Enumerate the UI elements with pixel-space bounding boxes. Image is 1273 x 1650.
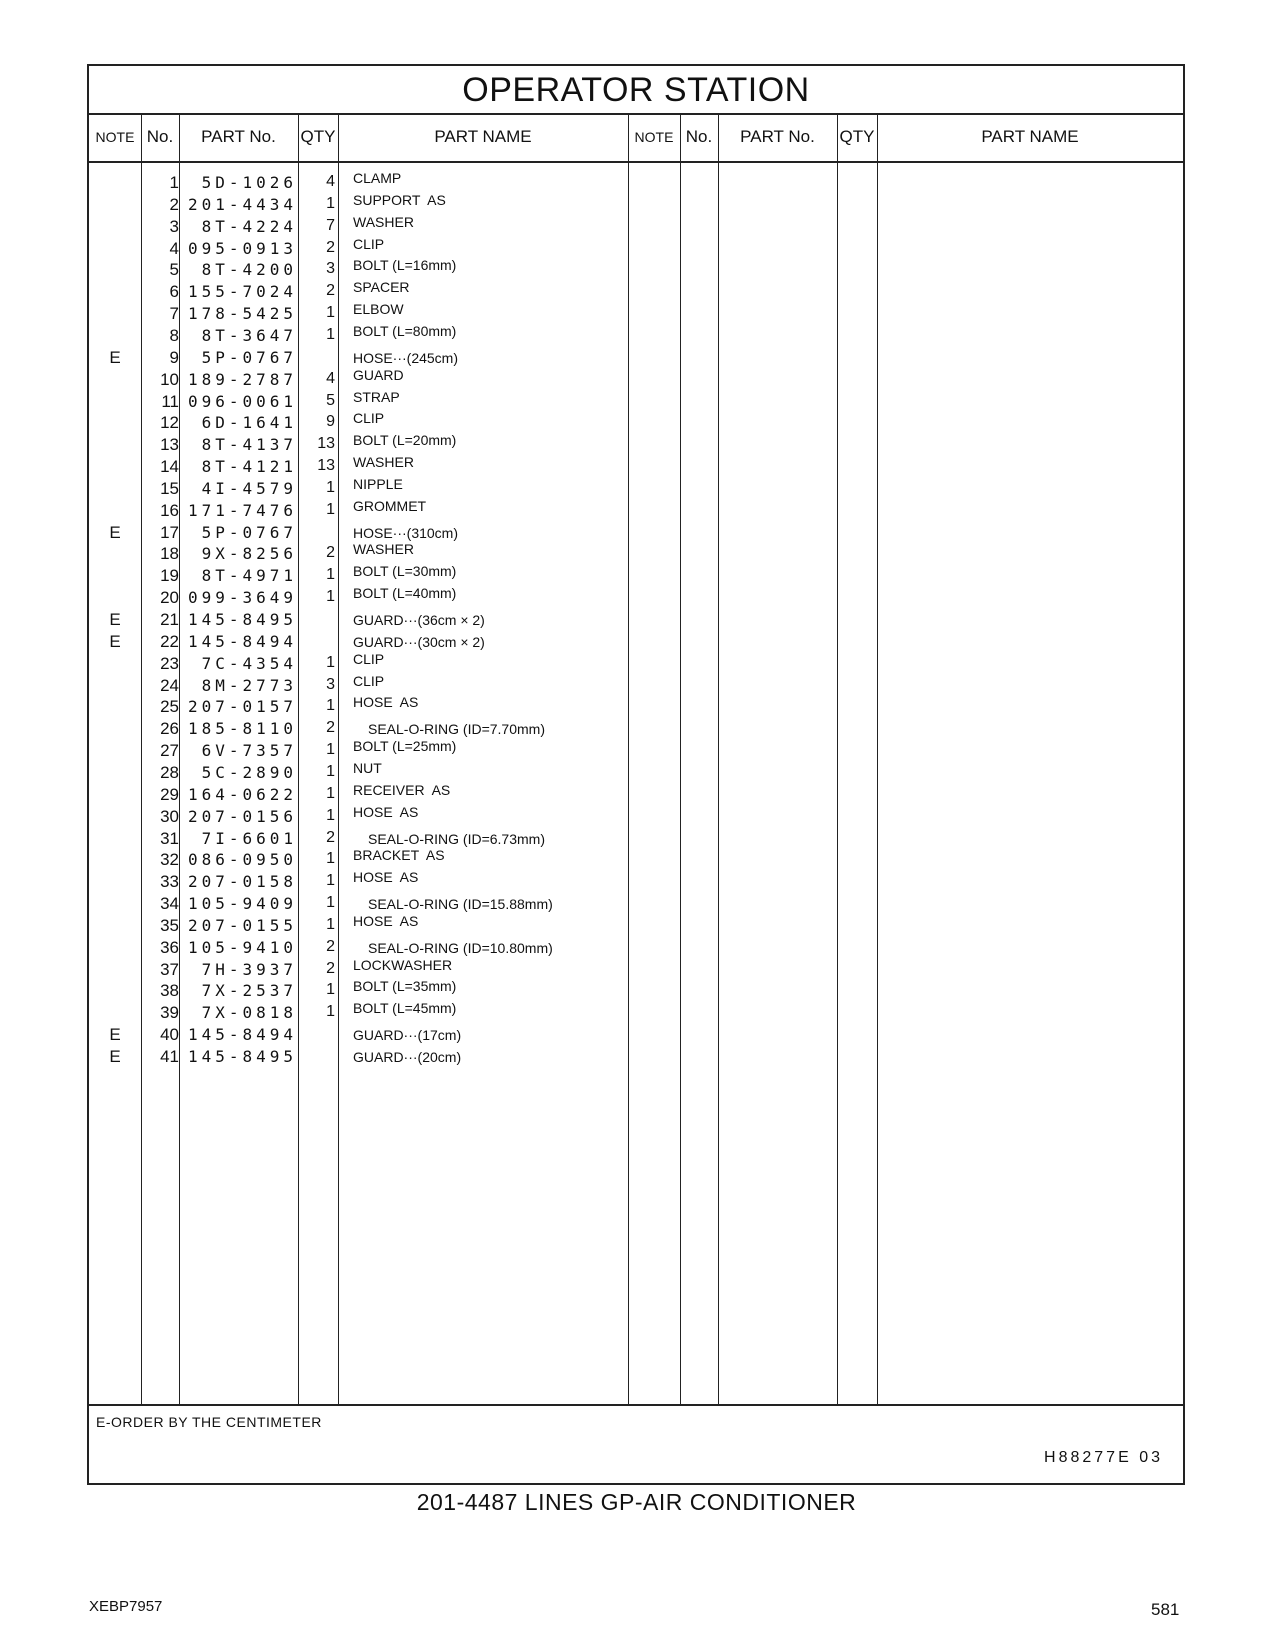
table-row	[89, 1000, 1183, 1026]
row-part-number: 6V-7357	[201, 741, 297, 761]
row-number: 34	[160, 894, 179, 914]
row-number: 21	[160, 610, 179, 629]
row-part-number: 7C-4354	[201, 653, 297, 673]
row-part-number: 096-0061	[187, 391, 297, 411]
row-part-name: CLIP	[353, 410, 385, 427]
row-note: E	[109, 610, 121, 629]
table-row	[89, 672, 1183, 699]
row-quantity: 1	[326, 741, 335, 759]
header-note-right: NOTE	[634, 129, 674, 145]
row-part-number: 207-0157	[187, 697, 297, 717]
row-part-name: SPACER	[353, 279, 410, 296]
table-row	[89, 497, 1183, 524]
row-part-name: BOLT (L=16mm)	[353, 257, 457, 274]
row-number: 40	[160, 1025, 179, 1045]
row-number: 15	[160, 478, 179, 498]
row-quantity: 3	[326, 260, 335, 278]
row-number: 22	[160, 631, 179, 651]
row-part-number: 171-7476	[187, 500, 297, 520]
table-row	[89, 719, 1183, 742]
table-row	[89, 541, 1183, 567]
row-part-number: 5D-1026	[201, 173, 297, 192]
table-row	[89, 213, 1183, 240]
footnote: E-ORDER BY THE CENTIMETER	[96, 1414, 322, 1430]
row-part-name: SEAL-O-RING (ID=6.73mm)	[368, 830, 545, 847]
row-part-number: 207-0158	[187, 872, 297, 892]
row-number: 5	[169, 260, 179, 280]
row-quantity: 7	[326, 216, 335, 234]
row-number: 14	[160, 457, 179, 477]
row-quantity: 2	[326, 238, 335, 256]
row-quantity: 3	[326, 675, 335, 693]
row-quantity: 1	[326, 304, 335, 322]
table-row	[89, 523, 1183, 546]
row-part-name: CLIP	[353, 672, 385, 689]
row-part-number: 155-7024	[187, 282, 297, 302]
row-number: 11	[161, 391, 179, 411]
row-part-number: 099-3649	[187, 588, 297, 608]
row-part-name: HOSE···(310cm)	[353, 524, 459, 541]
row-part-name: HOSE AS	[353, 912, 419, 929]
row-number: 29	[160, 784, 179, 804]
table-row	[89, 301, 1183, 327]
table-header	[89, 113, 1183, 163]
table-row	[89, 938, 1183, 961]
table-row	[89, 869, 1183, 895]
row-number: 20	[160, 588, 179, 608]
row-part-name: BOLT (L=35mm)	[353, 978, 457, 995]
parts-list-table	[87, 64, 1185, 1485]
row-part-number: 207-0155	[187, 915, 297, 935]
row-part-name: SEAL-O-RING (ID=7.70mm)	[368, 721, 545, 738]
row-part-number: 8T-4137	[201, 435, 297, 455]
table-row	[89, 170, 1183, 196]
table-row	[89, 563, 1183, 589]
row-part-name: BOLT (L=20mm)	[353, 432, 457, 449]
row-number: 18	[160, 544, 179, 564]
row-quantity: 2	[326, 719, 335, 737]
row-quantity: 1	[326, 915, 335, 933]
table-row	[89, 894, 1183, 917]
row-quantity: 1	[326, 806, 335, 824]
table-row	[89, 585, 1183, 611]
row-part-number: 185-8110	[187, 719, 297, 739]
row-number: 9	[169, 347, 179, 367]
row-part-name: NIPPLE	[353, 475, 403, 492]
row-number: 36	[160, 937, 179, 957]
table-row	[89, 388, 1183, 415]
row-part-name: HOSE AS	[353, 869, 419, 886]
header-no-right: No.	[685, 127, 713, 146]
table-row	[89, 432, 1183, 458]
row-number: 24	[160, 675, 179, 695]
table-row	[89, 912, 1183, 939]
row-quantity: 1	[326, 500, 335, 518]
row-quantity: 13	[317, 435, 335, 453]
table-row	[89, 632, 1183, 655]
header-no: No.	[146, 127, 174, 146]
row-part-name: BRACKET AS	[353, 847, 445, 864]
row-part-number: 7I-6601	[201, 828, 297, 848]
row-part-number: 095-0913	[187, 238, 297, 258]
row-part-name: GUARD···(36cm × 2)	[353, 612, 485, 628]
row-part-number: 145-8495	[187, 610, 297, 629]
row-number: 23	[160, 653, 179, 673]
row-part-name: GUARD···(30cm × 2)	[353, 633, 485, 650]
row-quantity: 1	[326, 653, 335, 671]
row-quantity: 2	[326, 544, 335, 562]
table-row	[89, 694, 1183, 720]
row-note: E	[109, 347, 121, 367]
row-part-number: 5P-0767	[201, 522, 297, 542]
row-number: 26	[160, 719, 179, 739]
row-quantity: 1	[326, 850, 335, 868]
row-note: E	[109, 1047, 121, 1066]
row-quantity: 4	[326, 369, 335, 387]
row-number: 2	[169, 194, 179, 214]
row-part-name: LOCKWASHER	[353, 956, 453, 973]
header-part-name: PART NAME	[434, 127, 532, 146]
row-part-name: STRAP	[353, 388, 400, 405]
table-row	[89, 322, 1183, 349]
row-part-name: WASHER	[353, 454, 414, 471]
table-row	[89, 1047, 1183, 1070]
row-number: 32	[160, 850, 179, 870]
row-part-number: 8T-3647	[201, 325, 297, 345]
row-number: 7	[169, 304, 179, 324]
row-part-number: 8T-4971	[201, 566, 297, 586]
row-part-name: SEAL-O-RING (ID=10.80mm)	[368, 939, 553, 956]
row-part-name: HOSE···(245cm)	[353, 349, 459, 366]
row-number: 41	[160, 1047, 179, 1066]
row-part-number: 178-5425	[187, 304, 297, 324]
document-id: XEBP7957	[89, 1598, 163, 1615]
row-quantity: 2	[326, 959, 335, 977]
reference-code: H88277E 03	[1044, 1449, 1163, 1466]
row-part-number: 201-4434	[187, 194, 297, 214]
table-row	[89, 650, 1183, 677]
row-part-number: 189-2787	[187, 369, 297, 389]
table-row	[89, 829, 1183, 852]
row-quantity: 1	[326, 194, 335, 212]
row-number: 17	[160, 522, 179, 542]
table-row	[89, 1025, 1183, 1048]
row-number: 3	[169, 216, 179, 236]
row-part-name: BOLT (L=80mm)	[353, 322, 457, 339]
row-part-name: CLIP	[353, 650, 385, 667]
row-number: 4	[169, 238, 179, 258]
row-part-number: 6D-1641	[201, 413, 297, 433]
table-row	[89, 410, 1183, 436]
header-part-no: PART No.	[201, 127, 276, 146]
row-part-number: 4I-4579	[201, 478, 297, 498]
row-part-name: NUT	[353, 759, 382, 776]
row-number: 10	[160, 369, 179, 389]
row-part-name: BOLT (L=30mm)	[353, 563, 457, 580]
row-part-name: ELBOW	[353, 301, 404, 318]
row-part-name: HOSE AS	[353, 694, 419, 711]
row-part-number: 145-8495	[187, 1047, 297, 1066]
row-number: 38	[160, 981, 179, 1001]
row-part-number: 7X-2537	[201, 981, 297, 1001]
row-note: E	[109, 631, 121, 651]
row-number: 30	[160, 806, 179, 826]
table-row	[89, 191, 1183, 218]
row-part-number: 7X-0818	[201, 1003, 297, 1023]
row-number: 19	[160, 566, 179, 586]
table-row	[89, 235, 1183, 262]
row-number: 31	[160, 828, 179, 848]
table-row	[89, 803, 1183, 830]
row-part-name: SUPPORT AS	[353, 191, 446, 208]
row-note: E	[109, 1025, 121, 1045]
row-part-number: 105-9410	[187, 937, 297, 957]
row-part-name: SEAL-O-RING (ID=15.88mm)	[368, 896, 553, 913]
row-part-name: RECEIVER AS	[353, 781, 451, 798]
page-number: 581	[1151, 1600, 1180, 1619]
row-part-number: 8M-2773	[201, 675, 297, 695]
row-number: 35	[160, 915, 179, 935]
row-part-name: BOLT (L=40mm)	[353, 585, 457, 602]
table-row	[89, 279, 1183, 305]
row-quantity: 5	[326, 391, 335, 409]
row-part-name: CLAMP	[353, 170, 402, 186]
row-part-number: 7H-3937	[201, 959, 297, 979]
row-number: 1	[169, 173, 179, 192]
row-part-number: 145-8494	[187, 631, 297, 651]
row-part-number: 207-0156	[187, 806, 297, 826]
table-row	[89, 781, 1183, 808]
table-row	[89, 257, 1183, 283]
row-part-number: 145-8494	[187, 1025, 297, 1045]
row-part-number: 086-0950	[187, 850, 297, 870]
row-quantity: 4	[326, 173, 335, 190]
row-quantity: 1	[326, 872, 335, 890]
row-number: 8	[169, 325, 179, 345]
row-number: 16	[160, 500, 179, 520]
row-part-name: BOLT (L=45mm)	[353, 1000, 457, 1017]
row-quantity: 1	[326, 697, 335, 715]
table-row	[89, 978, 1183, 1004]
row-number: 33	[160, 872, 179, 892]
row-part-number: 8T-4121	[201, 457, 297, 477]
group-caption: 201-4487 LINES GP-AIR CONDITIONER	[416, 1489, 857, 1515]
row-part-number: 164-0622	[187, 784, 297, 804]
row-part-name: GROMMET	[353, 497, 427, 514]
row-quantity: 1	[326, 478, 335, 496]
table-row	[89, 610, 1183, 633]
row-quantity: 1	[326, 894, 335, 912]
row-number: 28	[160, 762, 179, 782]
row-quantity: 1	[326, 784, 335, 802]
header-qty: QTY	[300, 127, 336, 146]
row-part-number: 105-9409	[187, 894, 297, 914]
row-quantity: 1	[326, 588, 335, 606]
row-part-name: GUARD···(20cm)	[353, 1049, 462, 1065]
row-number: 6	[169, 282, 179, 302]
row-number: 13	[160, 435, 179, 455]
row-part-name: HOSE AS	[353, 803, 419, 820]
row-quantity: 1	[326, 566, 335, 584]
row-number: 27	[160, 741, 179, 761]
row-quantity: 1	[326, 762, 335, 780]
table-row	[89, 847, 1183, 873]
row-part-name: CLIP	[353, 235, 385, 252]
row-part-name: GUARD···(17cm)	[353, 1027, 462, 1044]
row-number: 25	[160, 697, 179, 717]
row-part-name: GUARD	[353, 366, 404, 383]
row-note: E	[109, 522, 121, 542]
header-part-name-right: PART NAME	[981, 127, 1079, 146]
table-row	[89, 348, 1183, 371]
row-quantity: 1	[326, 325, 335, 343]
table-row	[89, 956, 1183, 983]
row-number: 39	[160, 1003, 179, 1023]
row-part-number: 5P-0767	[201, 347, 297, 367]
row-quantity: 13	[317, 457, 335, 475]
row-part-name: WASHER	[353, 541, 414, 558]
row-number: 12	[160, 413, 179, 433]
row-number: 37	[160, 959, 179, 979]
row-part-number: 9X-8256	[201, 544, 297, 564]
row-part-number: 8T-4224	[201, 216, 297, 236]
row-part-name: WASHER	[353, 213, 414, 230]
row-quantity: 2	[326, 937, 335, 955]
row-part-name: BOLT (L=25mm)	[353, 738, 457, 755]
row-quantity: 9	[326, 413, 335, 431]
table-row	[89, 738, 1183, 764]
row-quantity: 1	[326, 1003, 335, 1021]
table-row	[89, 759, 1183, 786]
row-quantity: 2	[326, 828, 335, 846]
table-row	[89, 454, 1183, 480]
header-part-no-right: PART No.	[740, 127, 815, 146]
page-title: OPERATOR STATION	[89, 66, 1183, 115]
table-row	[89, 475, 1183, 502]
row-quantity: 1	[326, 981, 335, 999]
header-qty-right: QTY	[839, 127, 875, 146]
header-note: NOTE	[95, 129, 135, 145]
row-quantity: 2	[326, 282, 335, 300]
table-row	[89, 366, 1183, 393]
row-part-number: 5C-2890	[201, 762, 297, 782]
row-part-number: 8T-4200	[201, 260, 297, 280]
footer-divider	[89, 1404, 1183, 1406]
